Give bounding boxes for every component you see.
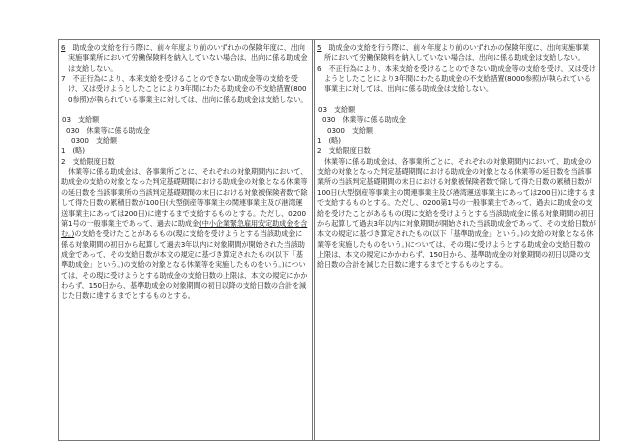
table-left-border	[58, 39, 59, 441]
body-text-b: の支給を受けたことがあるもの(現に支給を受けようとする当該助成金に係る対象期間の初日から起算して過去3年以内に対象期間が開始された当該助成金であって、その支給日数が本文の規定に基づき算定されたもの(以下「基準助成金」という。)の支給の対象となる休業等を実施したものをいう。)については、その現に受けようとする助成金の支給日数の上限は、本文の規定にかかわらず、150日から、基準助成金の対象期間の初日以降の支給日数の合計を減じた日数に達するまでとするものとする。	[61, 229, 308, 301]
item-2-heading: 2 支給限度日数	[317, 146, 371, 156]
table-right-border	[599, 39, 600, 441]
paragraph-number-5: 5	[317, 43, 322, 52]
section-heading-0300: 0300 支給額	[71, 136, 117, 146]
body-paragraph	[61, 167, 309, 301]
paragraph-6-right: 6 不正行為により、本来支給を受けることのできない助成金等の支給を受け、又は受けようとしたことにより3年間にわたる助成金の不支給措置(8000参照)が執られている事業主に対しては、出向に係る助成金は支給しない。	[317, 63, 596, 94]
section-heading-03: 03 支給額	[62, 115, 100, 125]
column-divider-inner	[314, 39, 315, 441]
paragraph-6	[61, 43, 309, 74]
paragraph-number-6: 6	[61, 43, 66, 52]
spacer	[61, 105, 309, 115]
paragraph-7: 7 不正行為により、本来支給を受けることのできない助成金等の支給を受け、又は受けようとしたことにより3年間にわたる助成金の不支給措置(8000参照)が執られている事業主に対しては、出向に係る助成金は支給しない。	[61, 74, 308, 104]
section-heading-030: 030 休業等に係る助成金	[322, 115, 406, 125]
revised-text-column	[61, 43, 309, 302]
paragraph-5-text: 助成金の支給を行う際に、前々年度より前のいずれかの保険年度に、出向実施事業所において労働保険料を納入していない場合は、出向に係る助成金は支給しない。	[324, 43, 590, 63]
table-top-border	[58, 39, 600, 40]
paragraph-5	[317, 43, 596, 64]
current-text-column	[317, 43, 596, 271]
item-1: 1 (略)	[317, 136, 341, 146]
item-2-heading: 2 支給限度日数	[61, 156, 115, 166]
column-divider	[312, 39, 313, 441]
section-heading-0300: 0300 支給額	[327, 125, 373, 135]
section-heading-030: 030 休業等に係る助成金	[66, 125, 150, 135]
section-heading-03: 03 支給額	[318, 105, 356, 115]
underlined-amendment: (中小企業緊急雇用安定助成金を含む。)	[61, 218, 308, 239]
spacer	[317, 95, 596, 105]
item-1: 1 (略)	[61, 146, 85, 156]
paragraph-6-text: 助成金の支給を行う際に、前々年度より前のいずれかの保険年度に、出向実施事業所において労働保険料を納入していない場合は、出向に係る助成金は支給しない。	[68, 43, 308, 73]
body-text-a: 休業等に係る助成金は、各事業所ごとに、それぞれの対象期間内において、助成金の支給の対象となった判定基礎期間における助成金の対象となる休業等の延日数を当該事業所の当該判定基礎期間の末日における対象被保険者数で除して得た日数の累積日数が100日(大型倒産等事業主の関連事業主及び港湾運送事業主にあっては200日)に達するまで支給するものとする。ただし、0200第1号の一般事業主であって、過去に助成金	[61, 167, 308, 228]
body-paragraph: 休業等に係る助成金は、各事業所ごとに、それぞれの対象期間内において、助成金の支給の対象となった判定基礎期間における助成金の対象となる休業等の延日数を当該事業所の当該判定基礎期間の末日における対象被保険者数で除して得た日数の累積日数が100日(大型倒産等事業主の関連事業主及び港湾運送事業主にあっては200日)に達するまで支給するものとする。ただし、0200第1号の一般事業主であって、過去に助成金の支給を受けたことがあるもの(現に支給を受けようとする当該助成金に係る対象期間の初日から起算して過去3年以内に対象期間が開始された当該助成金であって、その支給日数が本文の規定に基づき算定されたもの(以下「基準助成金」という。)の支給の対象となる休業等を実施したものをいう。)については、その現に受けようとする助成金の支給日数の上限は、本文の規定にかかわらず、150日から、基準助成金の対象期間の初日以降の支給日数の合計を減じた日数に達するまでとするものとする。	[317, 156, 596, 270]
